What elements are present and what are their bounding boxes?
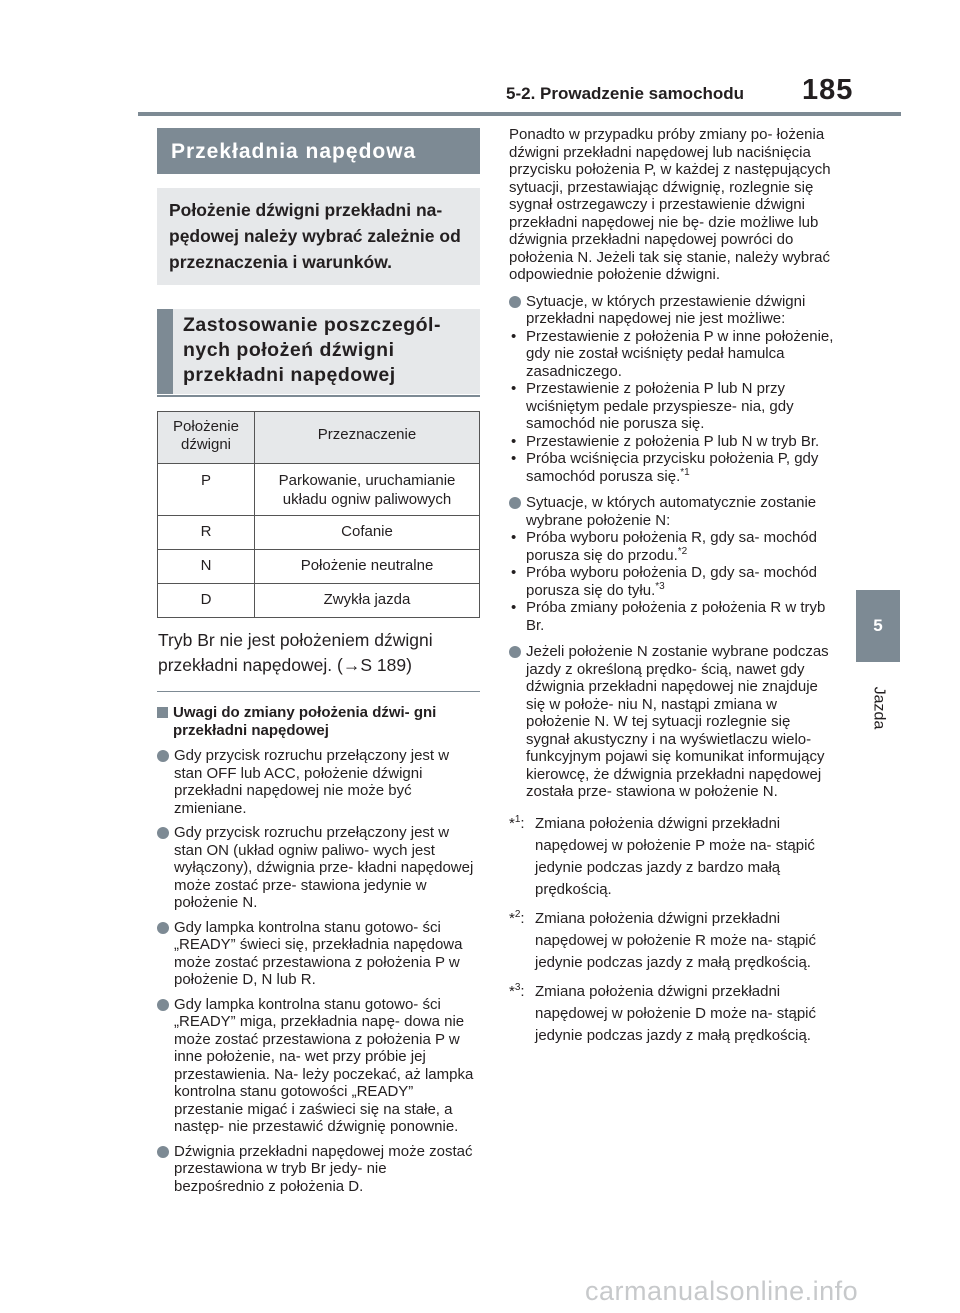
right-column bbox=[509, 126, 834, 1047]
list-item bbox=[157, 996, 480, 1136]
circle-bullet-icon bbox=[509, 646, 521, 658]
circle-bullet-icon bbox=[509, 497, 521, 509]
notes-heading-text: Uwagi do zmiany położenia dźwi- gni przekładni napędowej bbox=[173, 704, 437, 739]
list-item-text: Gdy przycisk rozruchu przełączony jest w stan ON (układ ogniw paliwo- wych jest wyłączony), dźwignia prze- kładni napędowej może zostać prze- stawiona jedynie w położenie N. bbox=[174, 824, 474, 911]
subheading-rule bbox=[157, 395, 480, 397]
footnote-text: Zmiana położenia dźwigni przekładni napędowej w położenie R może na- stąpić jedynie podczas jazdy z małą prędkością. bbox=[535, 909, 816, 971]
circle-bullet-icon bbox=[157, 750, 169, 762]
sub-item-text: Próba wciśnięcia przycisku położenia P, gdy samochód porusza się. bbox=[526, 450, 819, 485]
table-cell-purpose: Położenie neutralne bbox=[255, 550, 480, 584]
section-title: 5-2. Prowadzenie samochodu bbox=[506, 84, 745, 103]
sub-item-text: Próba wyboru położenia R, gdy sa- mochód porusza się do przodu. bbox=[526, 529, 817, 564]
footnote-mark: * bbox=[509, 982, 515, 1000]
table-row bbox=[158, 584, 480, 618]
footnote-ref: *2 bbox=[677, 545, 688, 557]
footnote-num: 2 bbox=[514, 908, 521, 920]
sub-item-text: Przestawienie z położenia P w inne położenie, gdy nie został wciśnięty pedał hamulca zasadniczego. bbox=[526, 327, 834, 380]
list-item-text: Dźwignia przekładni napędowej może zostać przestawiona w tryb Br jedy- nie bezpośrednio z położenia D. bbox=[174, 1142, 473, 1195]
footnote-num: 1 bbox=[514, 813, 521, 825]
footnote-text: Zmiana położenia dźwigni przekładni napędowej w położenie P może na- stąpić jedynie podczas jazdy z bardzo małą prędkością. bbox=[535, 814, 815, 898]
list-item bbox=[509, 293, 834, 328]
sub-item-text: Próba wyboru położenia D, gdy sa- mochód porusza się do tyłu. bbox=[526, 564, 817, 599]
table-header-position: Położenie dźwigni bbox=[158, 412, 255, 464]
table-header-row bbox=[158, 412, 480, 464]
sub-item-text: Przestawienie z położenia P lub N w tryb Br. bbox=[526, 432, 820, 450]
table-cell-position: D bbox=[158, 584, 255, 618]
list-item bbox=[509, 643, 834, 801]
chapter-tab: 5 bbox=[856, 590, 900, 662]
table-cell-purpose: Parkowanie, uruchamianie układu ogniw paliwowych bbox=[255, 464, 480, 516]
circle-bullet-icon bbox=[157, 827, 169, 839]
sub-item: • Próba wyboru położenia R, gdy sa- mochód porusza się do przodu.$^{*2}$ bbox=[511, 529, 817, 564]
table-row bbox=[158, 464, 480, 516]
divider bbox=[157, 691, 480, 692]
list-item-text: Gdy lampka kontrolna stanu gotowo- ści „READY” miga, przekładnia napę- dowa nie może zostać przestawiona z położenia P w inne położenie, na- wet przy próbie jej przestawienia. Na- leży poczekać, aż lampka kontrolna stanu gotowości „READY” przestanie migać i zaświeci się na stałe, a następ- nie przestawić dźwignię ponownie. bbox=[174, 995, 474, 1135]
table-row bbox=[158, 550, 480, 584]
circle-bullet-icon bbox=[157, 999, 169, 1011]
list-item-text: Gdy przycisk rozruchu przełączony jest w stan OFF lub ACC, położenie dźwigni przekładni napędowej nie może być zmieniane. bbox=[174, 747, 450, 817]
footnote-num: 3 bbox=[514, 981, 521, 993]
table-row bbox=[158, 516, 480, 550]
footnote-ref: *3 bbox=[655, 580, 665, 592]
intro-box: Położenie dźwigni przekładni na- pędowej należy wybrać zależnie od przeznaczenia i warunków. bbox=[157, 188, 480, 285]
page-title: Przekładnia napędowa bbox=[157, 128, 480, 174]
square-bullet-icon bbox=[157, 707, 168, 718]
table-header-purpose: Przeznaczenie bbox=[255, 412, 480, 464]
page-number: 185 bbox=[802, 74, 854, 106]
table-cell-purpose: Zwykła jazda bbox=[255, 584, 480, 618]
list-item-text: Jeżeli położenie N zostanie wybrane podczas jazdy z określoną prędko- ścią, nawet gdy dźwignia przekładni napędowej nie znajduje się w położe- niu N, nastąpi zmiana w położenie N. W tej sytuacji rozlegnie się sygnał akustyczny i na wyświetlaczu wielo- funkcyjnym pojawi się komunikat informujący kierowcę, że dźwignia przekładni napędowej została prze- stawiona w położenie N. bbox=[526, 643, 829, 800]
sub-item: • Próba zmiany położenia z położenia R w tryb Br. bbox=[511, 599, 826, 634]
br-mode-note: Tryb Br nie jest położeniem dźwigni przekładni napędowej. (→S 189) bbox=[158, 630, 433, 675]
table-cell-position: R bbox=[158, 516, 255, 550]
footnote-text: Zmiana położenia dźwigni przekładni napędowej w położenie D może na- stąpić jedynie podczas jazdy z małą prędkością. bbox=[535, 982, 816, 1044]
table-cell-position: P bbox=[158, 464, 255, 516]
table-cell-position: N bbox=[158, 550, 255, 584]
footnote: *$^1$: Zmiana położenia dźwigni przekładni napędowej w położenie P może na- stąpić jedynie podczas jazdy z bardzo małą prędkością. bbox=[509, 813, 815, 898]
footnote-mark: * bbox=[509, 814, 515, 832]
circle-bullet-icon bbox=[157, 1146, 169, 1158]
sub-item: • Przestawienie z położenia P lub N w tryb Br. bbox=[511, 432, 820, 450]
list-item-text: Sytuacje, w których automatycznie zostanie wybrane położenie N: bbox=[526, 494, 817, 529]
notes-heading bbox=[157, 704, 480, 740]
sub-item-text: Próba zmiany położenia z położenia R w tryb Br. bbox=[526, 599, 826, 634]
right-intro: Ponadto w przypadku próby zmiany po- łożenia dźwigni przekładni napędowej lub naciśnięcia przycisku położenia P, w każdej z następujących sytuacji, przestawiając dźwignię, rozlegnie się sygnał ostrzegawczy i przestawienie dźwigni przekładni napędowej nie bę- dzie możliwe lub dźwignia przekładni napędowej powróci do położenia N. Jeżeli tak się stanie, należy wybrać odpowiednie położenie dźwigni. bbox=[509, 126, 831, 283]
footnote-ref: *1 bbox=[680, 466, 690, 478]
table-cell-purpose: Cofanie bbox=[255, 516, 480, 550]
circle-bullet-icon bbox=[157, 922, 169, 934]
sub-item-text: Przestawienie z położenia P lub N przy wciśniętym pedale przyspiesze- nia, gdy samochód nie porusza się. bbox=[526, 380, 794, 432]
gear-table bbox=[157, 411, 480, 618]
sub-item: • Przestawienie z położenia P w inne położenie, gdy nie został wciśnięty pedał hamulca zasadniczego. bbox=[511, 327, 834, 380]
footnote: *$^2$: Zmiana położenia dźwigni przekładni napędowej w położenie R może na- stąpić jedynie podczas jazdy z małą prędkością. bbox=[509, 908, 816, 971]
footnote: *$^3$: Zmiana położenia dźwigni przekładni napędowej w położenie D może na- stąpić jedynie podczas jazdy z małą prędkością. bbox=[509, 981, 816, 1044]
list-item bbox=[157, 747, 480, 817]
circle-bullet-icon bbox=[509, 296, 521, 308]
sub-item: • Przestawienie z położenia P lub N przy wciśniętym pedale przyspiesze- nia, gdy samochód nie porusza się. bbox=[511, 380, 794, 432]
footnote-mark: * bbox=[509, 909, 515, 927]
header-rule bbox=[138, 112, 901, 116]
sub-item: • Próba wyboru położenia D, gdy sa- mochód porusza się do tyłu.$^{*3}$ bbox=[511, 564, 817, 599]
list-item bbox=[157, 824, 480, 912]
list-item bbox=[157, 1143, 480, 1196]
left-column bbox=[157, 128, 480, 1195]
watermark: carmanualsonline.info bbox=[585, 1276, 859, 1306]
list-item bbox=[157, 919, 480, 989]
sub-item: • Próba wciśnięcia przycisku położenia P, gdy samochód porusza się.$^{*1}$ bbox=[511, 450, 819, 485]
subheading: Zastosowanie poszczegól- nych położeń dźwigni przekładni napędowej bbox=[157, 309, 480, 394]
chapter-label-text: Jazda bbox=[870, 686, 888, 730]
list-item-text: Gdy lampka kontrolna stanu gotowo- ści „READY” świeci się, przekładnia napędowa może zostać przestawiona z położenia P w położenie D, N lub R. bbox=[174, 918, 463, 988]
chapter-label bbox=[864, 678, 892, 738]
list-item bbox=[509, 494, 834, 529]
list-item-text: Sytuacje, w których przestawienie dźwigni przekładni napędowej nie jest możliwe: bbox=[526, 292, 806, 327]
